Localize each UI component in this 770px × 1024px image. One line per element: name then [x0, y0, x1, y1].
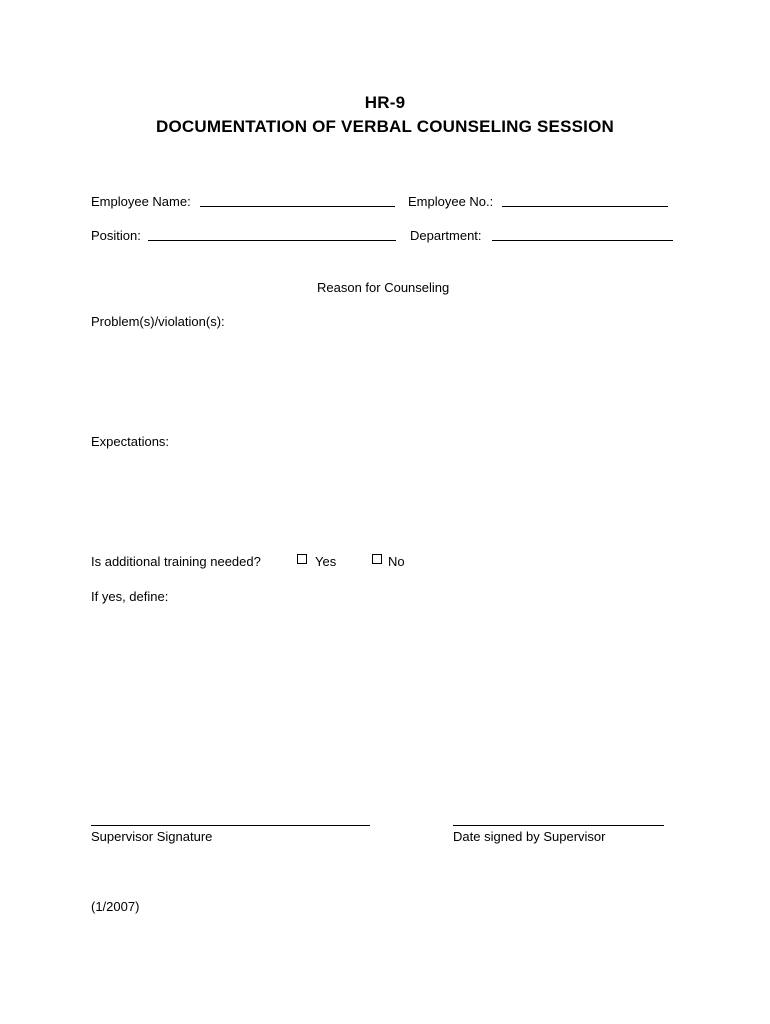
date-signed-line[interactable]	[453, 825, 664, 826]
department-field[interactable]	[492, 240, 673, 241]
revision-date: (1/2007)	[91, 899, 140, 914]
employee-name-field[interactable]	[200, 206, 395, 207]
training-question: Is additional training needed?	[91, 554, 261, 569]
expectations-label: Expectations:	[91, 434, 170, 449]
yes-checkbox[interactable]	[297, 554, 307, 564]
reason-heading: Reason for Counseling	[317, 280, 450, 295]
date-signed-label: Date signed by Supervisor	[453, 829, 606, 844]
form-title: DOCUMENTATION OF VERBAL COUNSELING SESSION	[156, 117, 614, 136]
position-label: Position:	[91, 228, 141, 243]
no-checkbox[interactable]	[372, 554, 382, 564]
define-area[interactable]	[91, 612, 671, 802]
define-label: If yes, define:	[91, 589, 169, 604]
employee-name-label: Employee Name:	[91, 194, 191, 209]
position-field[interactable]	[148, 240, 396, 241]
problems-label: Problem(s)/violation(s):	[91, 314, 225, 329]
employee-no-field[interactable]	[502, 206, 668, 207]
employee-no-label: Employee No.:	[408, 194, 494, 209]
department-label: Department:	[410, 228, 482, 243]
no-label: No	[388, 554, 405, 569]
supervisor-signature-line[interactable]	[91, 825, 370, 826]
expectations-area[interactable]	[91, 456, 671, 544]
supervisor-signature-label: Supervisor Signature	[91, 829, 213, 844]
form-code: HR-9	[364, 93, 406, 112]
yes-label: Yes	[315, 554, 337, 569]
problems-area[interactable]	[91, 336, 671, 426]
